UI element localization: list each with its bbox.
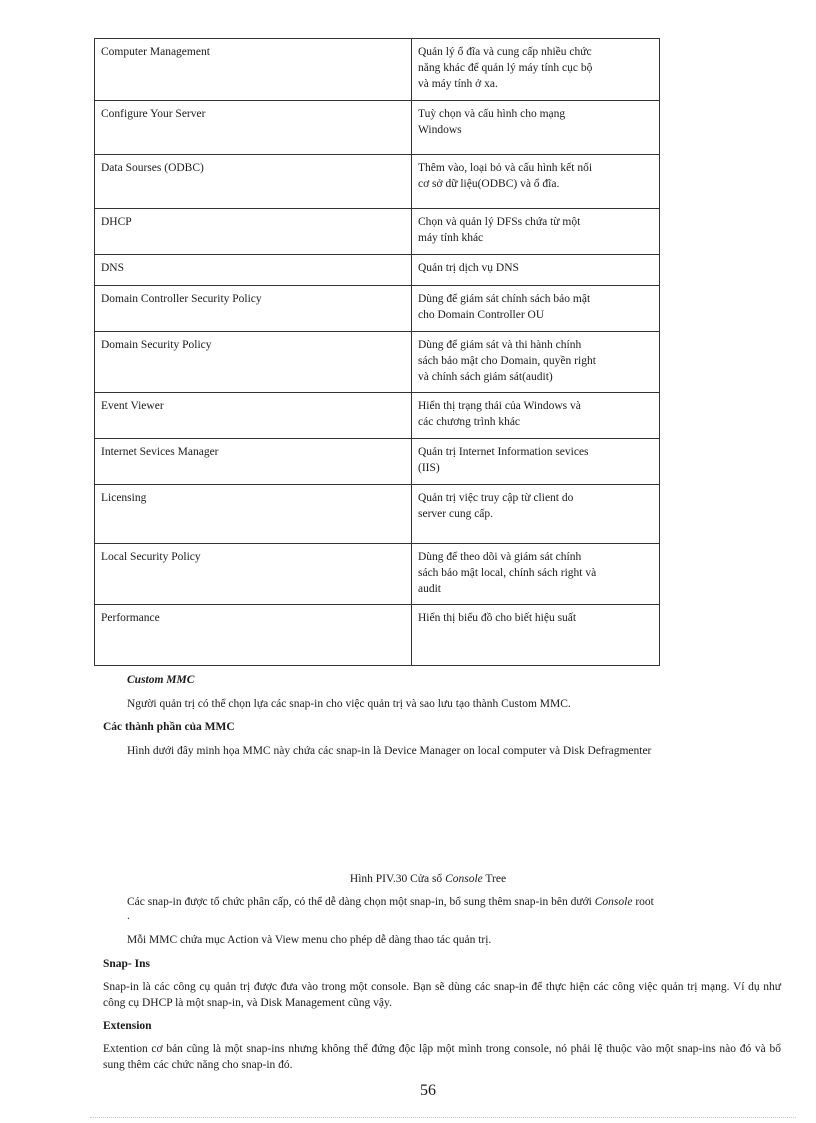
table-cell-desc: Tuỳ chọn và cấu hình cho mạng Windows: [412, 101, 660, 155]
page-number: 56: [420, 1082, 436, 1099]
table-row: [95, 393, 660, 439]
table-cell-desc: Quản trị dịch vụ DNS: [412, 255, 660, 286]
table-row: [95, 605, 660, 666]
custom-mmc-text: Người quản trị có thể chọn lựa các snap-in cho việc quản trị và sao lưu tạo thành Custom MMC.: [127, 698, 571, 710]
table-row: [95, 209, 660, 255]
paragraph-hierarchy-dot: .: [127, 910, 130, 922]
table-cell-name: Performance: [95, 605, 412, 666]
table-cell-desc: Hiển thị trạng thái của Windows và các chương trình khác: [412, 393, 660, 439]
table-cell-name: Internet Sevices Manager: [95, 439, 412, 485]
table-cell-desc: Chọn và quản lý DFSs chứa từ một máy tính khác: [412, 209, 660, 255]
extension-text: Extention cơ bản cũng là một snap-ins nhưng không thể đứng độc lập một mình trong console, nó phải lệ thuộc vào một snap-ins nào đó và bổ sung thêm các chức năng cho snap-in đó.: [103, 1043, 781, 1071]
table-row: [95, 155, 660, 209]
table-row: [95, 332, 660, 393]
snapins-heading: Snap- Ins: [103, 958, 150, 970]
table-cell-name: Event Viewer: [95, 393, 412, 439]
components-heading: Các thành phần của MMC: [103, 721, 235, 733]
paragraph-hierarchy-suffix: root: [632, 896, 654, 908]
table-row: [95, 485, 660, 544]
table-cell-desc: Hiển thị biểu đồ cho biết hiệu suất: [412, 605, 660, 666]
table-cell-name: DNS: [95, 255, 412, 286]
table-cell-name: Data Sourses (ODBC): [95, 155, 412, 209]
table-cell-desc: Dùng để theo dõi và giám sát chính sách bảo mật local, chính sách right và audit: [412, 544, 660, 605]
figure-caption-italic: Console: [445, 873, 483, 885]
table-row: [95, 39, 660, 101]
table-cell-name: DHCP: [95, 209, 412, 255]
table-row: [95, 544, 660, 605]
table-cell-name: Domain Controller Security Policy: [95, 286, 412, 332]
table-cell-desc: Quản trị việc truy cập từ client do server cung cấp.: [412, 485, 660, 544]
snap-in-table: [94, 38, 660, 666]
snapins-text: Snap-in là các công cụ quản trị được đưa vào trong một console. Bạn sẽ dùng các snap-in để thực hiện các công việc quản trị mạng. Ví dụ như công cụ DHCP là một snap-in, và Disk Management cũng vậy.: [103, 981, 781, 1009]
table-cell-desc: Quản lý ổ đĩa và cung cấp nhiều chức năng khác để quản lý máy tính cục bộ và máy tính ở xa.: [412, 39, 660, 101]
table-row: [95, 255, 660, 286]
custom-mmc-heading: Custom MMC: [127, 674, 195, 686]
table-row: [95, 101, 660, 155]
table-cell-desc: Quản trị Internet Information sevices (IIS): [412, 439, 660, 485]
table-cell-name: Local Security Policy: [95, 544, 412, 605]
table-cell-desc: Thêm vào, loại bỏ và cấu hình kết nối cơ sở dữ liệu(ODBC) và ổ đĩa.: [412, 155, 660, 209]
page-divider: [90, 1117, 796, 1118]
table-cell-desc: Dùng để giám sát và thi hành chính sách bảo mật cho Domain, quyền right và chính sách giám sát(audit): [412, 332, 660, 393]
extension-heading: Extension: [103, 1020, 152, 1032]
table-cell-desc: Dùng để giám sát chính sách bảo mật cho Domain Controller OU: [412, 286, 660, 332]
table-row: [95, 286, 660, 332]
figure-caption-prefix: Hình PIV.30 Cửa sổ: [349, 873, 446, 885]
table-cell-name: Licensing: [95, 485, 412, 544]
figure-caption-suffix: Tree: [482, 873, 507, 885]
paragraph-hierarchy-text: Các snap-in được tổ chức phân cấp, có thể dễ dàng chọn một snap-in, bổ sung thêm snap-in bên dưới: [127, 896, 595, 908]
paragraph-action-view: Mỗi MMC chứa mục Action và View menu cho phép dễ dàng thao tác quản trị.: [127, 934, 492, 946]
figure-caption: [0, 871, 816, 887]
table-row: [95, 439, 660, 485]
components-text: Hình dưới đây minh họa MMC này chứa các snap-in là Device Manager on local computer và Disk Defragmenter: [127, 745, 652, 757]
paragraph-hierarchy-italic: Console: [594, 896, 633, 908]
paragraph-hierarchy: [127, 894, 797, 910]
table-cell-name: Domain Security Policy: [95, 332, 412, 393]
table-cell-name: Computer Management: [95, 39, 412, 101]
table-cell-name: Configure Your Server: [95, 101, 412, 155]
